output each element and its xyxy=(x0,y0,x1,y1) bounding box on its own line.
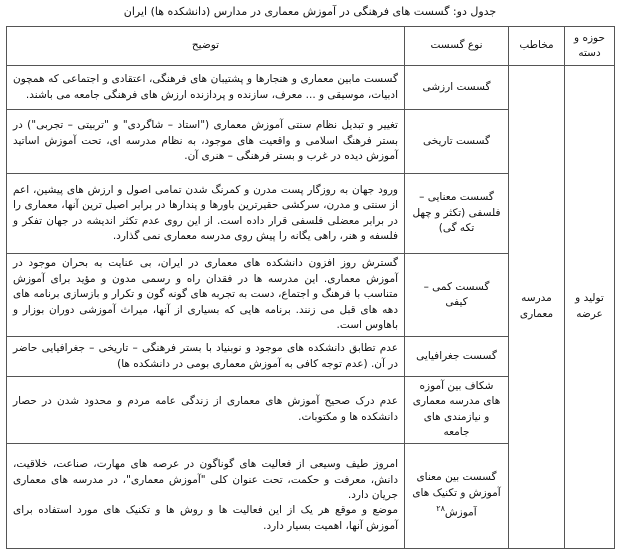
header-desc: توضیح xyxy=(7,27,405,66)
gap-type xyxy=(405,443,509,548)
gap-description-part-2: موضع و موقع هر یک از این فعالیت ها و روش ها و تکنیک های مورد استفاده برای آموزش آنها، اهمیت بسیار دارد. xyxy=(13,504,398,532)
audience-cell: مدرسه معماری xyxy=(509,66,565,549)
gap-description: تغییر و تبدیل نظام سنتی آموزش معماری ("استاد – شاگردی" و "تربیتی – تجربی") در بستر فرهنگ اسلامی و واقعیت های موجود، به نظام مدرسه ای، تحت آموزش اساتید آموزش دیده در غرب و بستر فرهنگی – هنری آن. xyxy=(7,110,405,174)
gap-type-label: گسست بین معنای آموزش و تکنیک های آموزش xyxy=(412,471,501,519)
table-caption: جدول دو: گسست های فرهنگی در آموزش معماری در مدارس (دانشکده ها) ایران xyxy=(123,5,497,18)
gap-type: شکاف بین آموزه های مدرسه معماری و نیازمندی های جامعه xyxy=(405,377,509,444)
gap-type: گسست کمی – کیفی xyxy=(405,254,509,337)
domain-cell: تولید و عرضه xyxy=(565,66,615,549)
table-row xyxy=(7,66,615,110)
cultural-gaps-table xyxy=(6,26,615,549)
gap-type: گسست جغرافیایی xyxy=(405,337,509,377)
gap-description: ورود جهان به روزگار پست مدرن و کمرنگ شدن تمامی اصول و ارزش های پیشین، اعم از سنتی و مدرن، سرکشی حقیرترین باورها و پندارها در برابر اصیل ترین آنها، معماری را در برابر معضلی فلسفی قرار داده است. از این روی عدم تکثر اندیشه در جهان تفکر و فلسفه و هنر، راهی یگانه را پیش روی مدرسه معماری نمی گذارد. xyxy=(7,174,405,254)
header-row xyxy=(7,27,615,66)
gap-description: عدم تطابق دانشکده های موجود و نوبنیاد با بستر فرهنگی – تاریخی – جغرافیایی حاضر در آن. (عدم توجه کافی به آموزش معماری بومی در دانشکده ها) xyxy=(7,337,405,377)
gap-description: عدم درک صحیح آموزش های معماری از زندگی عامه مردم و محدود شدن در حصار دانشکده ها و مکتوبات. xyxy=(7,377,405,444)
gap-description xyxy=(7,443,405,548)
gap-description-part-1: امروز طیف وسیعی از فعالیت های گوناگون در عرصه های مهارت، صناعت، خلاقیت، دانش، معرفت و حکمت، تحت عنوان کلی "آموزش معماری"، در مدرسه های معماری جریان دارد. xyxy=(13,458,398,501)
gap-type: گسست تاریخی xyxy=(405,110,509,174)
gap-type: گسست ارزشی xyxy=(405,66,509,110)
gap-description: گسترش روز افزون دانشکده های معماری در ایران، بی عنایت به بحران موجود در آموزش معماری. این مدرسه ها در فقدان راه و رسمی مدون و مؤید برای آموزش متناسب با فرهنگ و اجتماع، دست به تجربه های گونه گون و تکرار و بازسازی برنامه های دهه های قبل می زنند. برنامه هایی که بسیاری از آنها، میراث آموزشی دوران بوزار و باهاوس است. xyxy=(7,254,405,337)
gap-description: گسست مابین معماری و هنجارها و پشتیبان های فرهنگی، اعتقادی و اجتماعی که همچون ادبیات، موسیقی و ... معرف، سازنده و پردازنده ارزش های فرهنگی جامعه می باشند. xyxy=(7,66,405,110)
footnote-marker: ۲۸ xyxy=(436,504,445,514)
header-type: نوع گسست xyxy=(405,27,509,66)
header-audience: مخاطب xyxy=(509,27,565,66)
header-domain: حوزه و دسته xyxy=(565,27,615,66)
gap-type: گسست معنایی – فلسفی (تکثر و چهل تکه گی) xyxy=(405,174,509,254)
